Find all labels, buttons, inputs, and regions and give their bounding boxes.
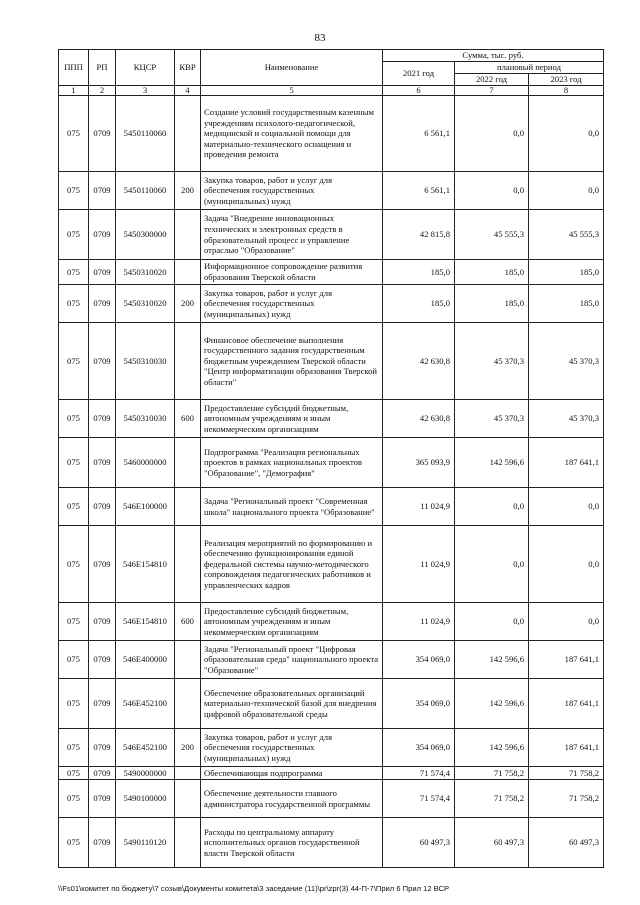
rp-cell: 0709 xyxy=(89,603,116,641)
name-cell: Обеспечение образовательных организаций материально-технической базой для внедрения цифровой образовательной среды xyxy=(201,679,383,729)
table-row xyxy=(59,818,604,868)
table-row xyxy=(59,767,604,780)
index-cell: 7 xyxy=(455,86,529,96)
sum-2022-cell: 142 596,6 xyxy=(455,641,529,679)
kcsr-cell: 5490100000 xyxy=(116,780,175,818)
sum-2023-cell: 45 370,3 xyxy=(529,323,604,400)
ppp-cell: 075 xyxy=(59,96,89,172)
header-kvr: КВР xyxy=(175,50,201,86)
sum-2023-cell: 187 641,1 xyxy=(529,729,604,767)
ppp-cell: 075 xyxy=(59,818,89,868)
sum-2022-cell: 0,0 xyxy=(455,603,529,641)
name-cell: Финансовое обеспечение выполнения государственного задания государственным бюджетным учреждением Тверской области "Центр информатизации образования Тверской области" xyxy=(201,323,383,400)
rp-cell: 0709 xyxy=(89,285,116,323)
rp-cell: 0709 xyxy=(89,780,116,818)
ppp-cell: 075 xyxy=(59,260,89,285)
sum-2023-cell: 71 758,2 xyxy=(529,780,604,818)
sum-2023-cell: 45 555,3 xyxy=(529,210,604,260)
sum-2023-cell: 0,0 xyxy=(529,172,604,210)
sum-2023-cell: 187 641,1 xyxy=(529,679,604,729)
kcsr-cell: 5450110060 xyxy=(116,96,175,172)
kcsr-cell: 546E452100 xyxy=(116,729,175,767)
kvr-cell: 600 xyxy=(175,603,201,641)
kvr-cell xyxy=(175,526,201,603)
index-cell: 8 xyxy=(529,86,604,96)
kcsr-cell: 5450310020 xyxy=(116,285,175,323)
rp-cell: 0709 xyxy=(89,818,116,868)
kvr-cell xyxy=(175,641,201,679)
kvr-cell xyxy=(175,260,201,285)
ppp-cell: 075 xyxy=(59,323,89,400)
index-cell: 4 xyxy=(175,86,201,96)
ppp-cell: 075 xyxy=(59,210,89,260)
sum-2022-cell: 45 555,3 xyxy=(455,210,529,260)
page-number: 83 xyxy=(314,32,326,44)
kvr-cell xyxy=(175,767,201,780)
rp-cell: 0709 xyxy=(89,96,116,172)
kcsr-cell: 546E154810 xyxy=(116,526,175,603)
rp-cell: 0709 xyxy=(89,323,116,400)
sum-2023-cell: 0,0 xyxy=(529,526,604,603)
index-cell: 5 xyxy=(201,86,383,96)
budget-table xyxy=(58,49,604,868)
name-cell: Задача "Региональный проект "Цифровая образовательная среда" национального проекта "Образование" xyxy=(201,641,383,679)
kcsr-cell: 5450310030 xyxy=(116,323,175,400)
sum-2022-cell: 60 497,3 xyxy=(455,818,529,868)
table-body xyxy=(59,86,604,868)
sum-2021-cell: 354 069,0 xyxy=(383,679,455,729)
header-ppp: ППП xyxy=(59,50,89,86)
kvr-cell xyxy=(175,780,201,818)
sum-2022-cell: 185,0 xyxy=(455,260,529,285)
sum-2023-cell: 187 641,1 xyxy=(529,641,604,679)
ppp-cell: 075 xyxy=(59,285,89,323)
rp-cell: 0709 xyxy=(89,210,116,260)
kcsr-cell: 546E400000 xyxy=(116,641,175,679)
sum-2021-cell: 42 815,8 xyxy=(383,210,455,260)
sum-2021-cell: 365 093,9 xyxy=(383,438,455,488)
sum-2021-cell: 60 497,3 xyxy=(383,818,455,868)
header-2021: 2021 год xyxy=(383,62,455,86)
kvr-cell xyxy=(175,488,201,526)
header-name: Наименование xyxy=(201,50,383,86)
sum-2022-cell: 45 370,3 xyxy=(455,323,529,400)
sum-2022-cell: 0,0 xyxy=(455,96,529,172)
name-cell: Закупка товаров, работ и услуг для обеспечения государственных (муниципальных) нужд xyxy=(201,729,383,767)
sum-2023-cell: 71 758,2 xyxy=(529,767,604,780)
sum-2022-cell: 0,0 xyxy=(455,526,529,603)
table-row xyxy=(59,641,604,679)
ppp-cell: 075 xyxy=(59,729,89,767)
table-row xyxy=(59,729,604,767)
sum-2023-cell: 187 641,1 xyxy=(529,438,604,488)
kcsr-cell: 5490000000 xyxy=(116,767,175,780)
kvr-cell xyxy=(175,679,201,729)
header-kcsr: КЦСР xyxy=(116,50,175,86)
sum-2021-cell: 42 630,8 xyxy=(383,323,455,400)
name-cell: Подпрограмма "Реализация региональных проектов в рамках национальных проектов "Образование", "Демография" xyxy=(201,438,383,488)
rp-cell: 0709 xyxy=(89,260,116,285)
sum-2022-cell: 0,0 xyxy=(455,172,529,210)
table-row xyxy=(59,603,604,641)
table-row xyxy=(59,260,604,285)
sum-2021-cell: 6 561,1 xyxy=(383,172,455,210)
ppp-cell: 075 xyxy=(59,438,89,488)
sum-2022-cell: 71 758,2 xyxy=(455,767,529,780)
table-row xyxy=(59,172,604,210)
sum-2021-cell: 11 024,9 xyxy=(383,603,455,641)
index-cell: 6 xyxy=(383,86,455,96)
sum-2021-cell: 185,0 xyxy=(383,285,455,323)
name-cell: Задача "Региональный проект "Современная школа" национального проекта "Образование" xyxy=(201,488,383,526)
index-cell: 3 xyxy=(116,86,175,96)
table-row xyxy=(59,488,604,526)
name-cell: Расходы по центральному аппарату исполнительных органов государственной власти Тверской области xyxy=(201,818,383,868)
kcsr-cell: 546E452100 xyxy=(116,679,175,729)
rp-cell: 0709 xyxy=(89,729,116,767)
ppp-cell: 075 xyxy=(59,679,89,729)
kcsr-cell: 5450310020 xyxy=(116,260,175,285)
kcsr-cell: 546E100000 xyxy=(116,488,175,526)
kcsr-cell: 5450300000 xyxy=(116,210,175,260)
sum-2023-cell: 60 497,3 xyxy=(529,818,604,868)
rp-cell: 0709 xyxy=(89,767,116,780)
kcsr-cell: 5460000000 xyxy=(116,438,175,488)
header-2023: 2023 год xyxy=(529,74,604,86)
rp-cell: 0709 xyxy=(89,641,116,679)
sum-2022-cell: 45 370,3 xyxy=(455,400,529,438)
table-row xyxy=(59,526,604,603)
kvr-cell: 200 xyxy=(175,285,201,323)
table-row xyxy=(59,323,604,400)
sum-2023-cell: 45 370,3 xyxy=(529,400,604,438)
sum-2021-cell: 354 069,0 xyxy=(383,641,455,679)
name-cell: Реализация мероприятий по формированию и обеспечению функционирования единой федеральной системы научно-методического сопровождения педагогических работников и управленческих кадров xyxy=(201,526,383,603)
kcsr-cell: 5450110060 xyxy=(116,172,175,210)
name-cell: Информационное сопровождение развития образования Тверской области xyxy=(201,260,383,285)
sum-2021-cell: 6 561,1 xyxy=(383,96,455,172)
header-sum: Сумма, тыс. руб. xyxy=(383,50,604,62)
sum-2022-cell: 0,0 xyxy=(455,488,529,526)
rp-cell: 0709 xyxy=(89,679,116,729)
document-path-footer: \\Fs01\комитет по бюджету\7 созыв\Документы комитета\3 заседание (11)\pr\zpr(3) 44-П-7\Прил 6 Прил 12 ВСР xyxy=(58,884,450,893)
sum-2023-cell: 0,0 xyxy=(529,488,604,526)
kcsr-cell: 546E154810 xyxy=(116,603,175,641)
sum-2022-cell: 71 758,2 xyxy=(455,780,529,818)
table-row xyxy=(59,400,604,438)
index-cell: 2 xyxy=(89,86,116,96)
sum-2022-cell: 142 596,6 xyxy=(455,679,529,729)
kvr-cell xyxy=(175,818,201,868)
sum-2023-cell: 0,0 xyxy=(529,96,604,172)
ppp-cell: 075 xyxy=(59,641,89,679)
ppp-cell: 075 xyxy=(59,526,89,603)
kvr-cell: 600 xyxy=(175,400,201,438)
name-cell: Создание условий государственным казенным учреждениям психолого-педагогической, медицинской и социальной помощи для материально-технического оснащения и проведения ремонта xyxy=(201,96,383,172)
table-row xyxy=(59,96,604,172)
column-index-row xyxy=(59,86,604,96)
ppp-cell: 075 xyxy=(59,767,89,780)
sum-2021-cell: 11 024,9 xyxy=(383,526,455,603)
kvr-cell xyxy=(175,323,201,400)
rp-cell: 0709 xyxy=(89,488,116,526)
header-rp: РП xyxy=(89,50,116,86)
ppp-cell: 075 xyxy=(59,780,89,818)
ppp-cell: 075 xyxy=(59,603,89,641)
ppp-cell: 075 xyxy=(59,400,89,438)
sum-2023-cell: 185,0 xyxy=(529,260,604,285)
sum-2023-cell: 0,0 xyxy=(529,603,604,641)
sum-2022-cell: 142 596,6 xyxy=(455,729,529,767)
header-2022: 2022 год xyxy=(455,74,529,86)
kvr-cell xyxy=(175,438,201,488)
name-cell: Предоставление субсидий бюджетным, автономным учреждениям и иным некоммерческим организациям xyxy=(201,400,383,438)
sum-2023-cell: 185,0 xyxy=(529,285,604,323)
ppp-cell: 075 xyxy=(59,488,89,526)
sum-2021-cell: 42 630,8 xyxy=(383,400,455,438)
sum-2021-cell: 71 574,4 xyxy=(383,767,455,780)
kvr-cell xyxy=(175,210,201,260)
kvr-cell: 200 xyxy=(175,729,201,767)
table-row xyxy=(59,780,604,818)
name-cell: Задача "Внедрение инновационных технических и электронных средств в образовательный процесс и управление отраслью "Образование" xyxy=(201,210,383,260)
sum-2021-cell: 185,0 xyxy=(383,260,455,285)
sum-2022-cell: 185,0 xyxy=(455,285,529,323)
sum-2021-cell: 71 574,4 xyxy=(383,780,455,818)
kcsr-cell: 5450310030 xyxy=(116,400,175,438)
rp-cell: 0709 xyxy=(89,400,116,438)
table-row xyxy=(59,210,604,260)
table-row xyxy=(59,438,604,488)
sum-2021-cell: 354 069,0 xyxy=(383,729,455,767)
rp-cell: 0709 xyxy=(89,172,116,210)
kvr-cell: 200 xyxy=(175,172,201,210)
rp-cell: 0709 xyxy=(89,438,116,488)
name-cell: Закупка товаров, работ и услуг для обеспечения государственных (муниципальных) нужд xyxy=(201,285,383,323)
name-cell: Обеспечивающая подпрограмма xyxy=(201,767,383,780)
name-cell: Обеспечение деятельности главного администратора государственной программы xyxy=(201,780,383,818)
ppp-cell: 075 xyxy=(59,172,89,210)
sum-2022-cell: 142 596,6 xyxy=(455,438,529,488)
kvr-cell xyxy=(175,96,201,172)
index-cell: 1 xyxy=(59,86,89,96)
header-planned-period: плановый период xyxy=(455,62,604,74)
table-row xyxy=(59,679,604,729)
rp-cell: 0709 xyxy=(89,526,116,603)
sum-2021-cell: 11 024,9 xyxy=(383,488,455,526)
name-cell: Закупка товаров, работ и услуг для обеспечения государственных (муниципальных) нужд xyxy=(201,172,383,210)
kcsr-cell: 5490110120 xyxy=(116,818,175,868)
table-row xyxy=(59,285,604,323)
name-cell: Предоставление субсидий бюджетным, автономным учреждениям и иным некоммерческим организациям xyxy=(201,603,383,641)
